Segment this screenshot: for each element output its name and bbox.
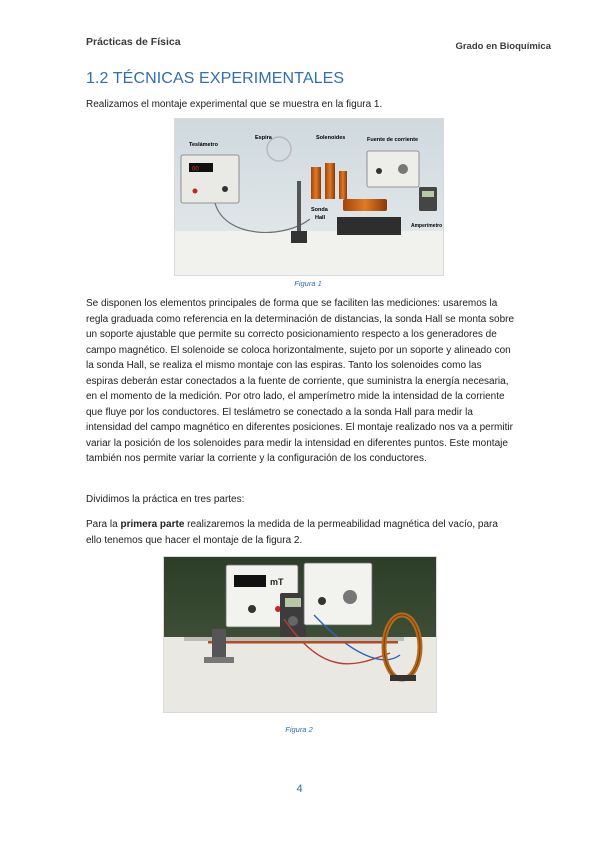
figure-1-illustration <box>175 119 443 275</box>
description-paragraph: Se disponen los elementos principales de forma que se faciliten las mediciones: usaremos la regla graduada como referencia en la determinación de distancias, la sonda Hall se monta sobre un soporte ajustable que permite su correcto posicionamiento respecto a los generadores de campo magnético. El solenoide se coloca horizontalmente, sujeto por un soporte y alineado con la sonda Hall, se realiza el mismo montaje con las espiras. Tanto los solenoides como las espiras deberán estar conectados a la fuente de corriente, que suministra la energía necesaria, en el momento de la medición. Por otro lado, el amperímetro mide la intensidad de la corriente que fluye por los conductores. El teslámetro se conectado a la sonda Hall para medir la intensidad del campo magnético en diferentes posiciones. El montaje realizado nos va a permitir variar la posición de los solenoides para medir la intensidad en diferentes puntos. Este montaje también nos permite variar la corriente y la configuración de los conductores. <box>86 298 515 464</box>
label-espira: Espira <box>255 135 272 141</box>
label-teslametro: Teslámetro <box>189 142 218 148</box>
part1-prefix: Para la <box>86 519 121 530</box>
teslameter-unit: mT <box>270 577 284 587</box>
part1-emphasis: primera parte <box>120 519 185 530</box>
svg-text:00: 00 <box>192 166 199 173</box>
section-title: 1.2 TÉCNICAS EXPERIMENTALES <box>86 70 345 87</box>
intro-paragraph: Realizamos el montaje experimental que se muestra en la figura 1. <box>86 99 383 110</box>
figure-1-image <box>174 118 444 276</box>
header-degree: Grado en Bioquímica <box>455 41 551 52</box>
label-amperimetro: Amperímetro <box>411 223 443 229</box>
figure-1-caption: Figura 1 <box>294 279 322 288</box>
label-solenoides: Solenoides <box>316 135 346 141</box>
figure-2-illustration <box>164 557 436 712</box>
label-fuente: Fuente de corriente <box>367 137 419 143</box>
figure-2-caption: Figura 2 <box>285 725 313 734</box>
part1-paragraph <box>86 517 516 548</box>
page-number: 4 <box>296 783 303 795</box>
division-paragraph: Dividimos la práctica en tres partes: <box>86 494 245 505</box>
label-sonda: Sonda <box>311 207 328 213</box>
part1-suffix: realizaremos la medida de la permeabilidad magnética del vacío, para ello tenemos que hacer el montaje de la figura 2. <box>86 519 498 546</box>
header-course-title: Prácticas de Física <box>86 36 181 48</box>
figure-2-image <box>163 556 437 713</box>
label-hall: Hall <box>315 215 326 221</box>
